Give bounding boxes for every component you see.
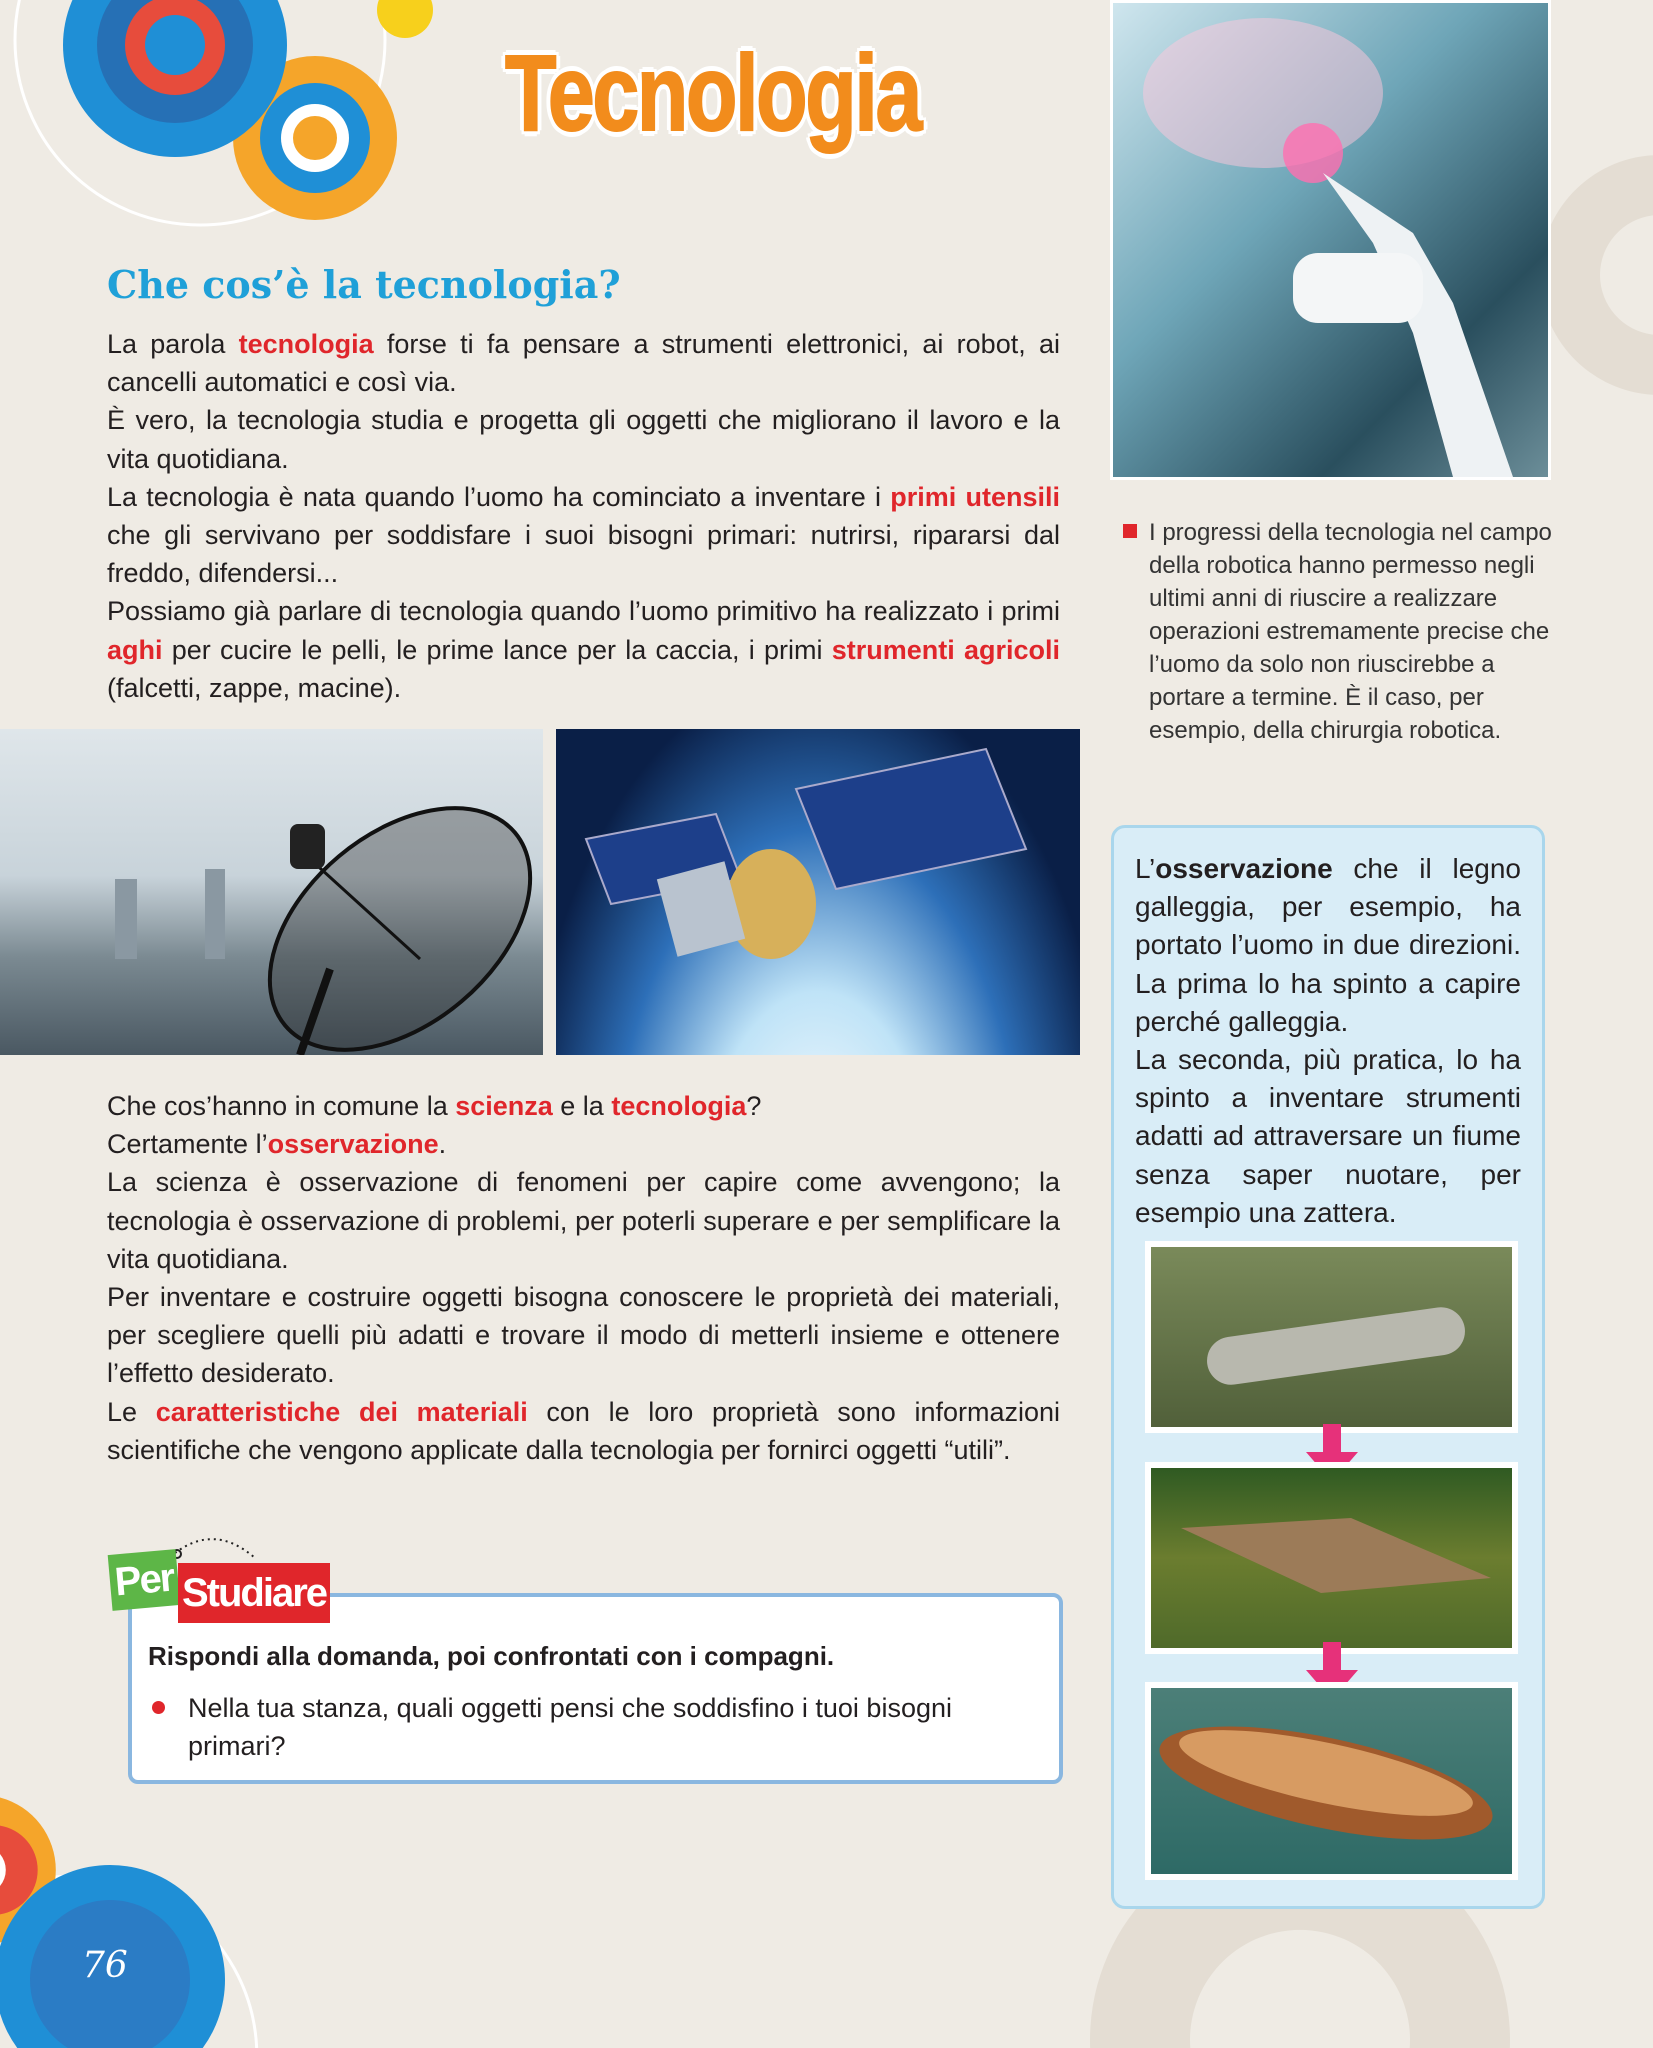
- dotted-arrow-icon: [170, 1528, 270, 1568]
- highlighted-term: strumenti agricoli: [831, 634, 1061, 665]
- study-instruction: Rispondi alla domanda, poi confrontati con i compagni.: [148, 1641, 835, 1671]
- robot-hand-photo: [1110, 0, 1551, 480]
- observation-text: [1135, 850, 1521, 1232]
- text-segment: Certamente l’: [107, 1129, 268, 1160]
- text-segment: La scienza è osservazione di fenomeni per capire come avvengono; la tecnologia è osservazione di problemi, per poterli superare e per semplificare la vita quotidiana.: [107, 1167, 1060, 1274]
- text-segment: Le: [107, 1396, 156, 1427]
- bullet-icon: [152, 1701, 165, 1714]
- gears-decoration-icon: [0, 0, 440, 230]
- highlighted-term: aghi: [107, 634, 163, 665]
- paragraph: [1135, 1041, 1521, 1232]
- highlighted-term: tecnologia: [611, 1091, 747, 1121]
- highlighted-term: scienza: [455, 1091, 553, 1121]
- highlighted-term: primi utensili: [890, 481, 1061, 512]
- photo-caption: [1123, 516, 1563, 747]
- paragraph: [107, 1278, 1060, 1393]
- text-segment: (falcetti, zappe, macine).: [107, 672, 402, 703]
- highlighted-term: caratteristiche dei materiali: [155, 1396, 528, 1427]
- raft-photo: [1145, 1462, 1518, 1654]
- text-segment: La tecnologia è nata quando l’uomo ha cominciato a inventare i: [107, 481, 891, 512]
- text-segment: per cucire le pelli, le prime lance per la caccia, i primi: [162, 634, 832, 665]
- paragraph: [107, 401, 1060, 477]
- intro-text: [107, 325, 1060, 707]
- study-question[interactable]: [152, 1689, 1032, 1765]
- badge-per: Per: [108, 1549, 181, 1611]
- text-segment: che gli servivano per soddisfare i suoi bisogni primari: nutrirsi, ripararsi dal freddo, difendersi...: [107, 520, 1060, 589]
- text-segment: Che cos’hanno in comune la: [107, 1091, 456, 1121]
- text-segment: ?: [746, 1091, 762, 1121]
- satellite-photo: [556, 729, 1080, 1055]
- study-question-text: Nella tua stanza, quali oggetti pensi che soddisfino i tuoi bisogni primari?: [188, 1693, 952, 1761]
- text-segment: osservazione: [1155, 853, 1333, 884]
- text-segment: e la: [552, 1091, 612, 1121]
- paragraph: [107, 478, 1060, 593]
- rowboat-photo: [1145, 1682, 1518, 1880]
- text-segment: che il legno galleggia, per esempio, ha portato l’uomo in due direzioni. La prima lo ha spinto a capire perché galleggia.: [1135, 853, 1521, 1037]
- text-segment: La parola: [107, 329, 239, 359]
- page-title: Tecnologia: [505, 32, 920, 153]
- paragraph: [107, 1087, 1060, 1125]
- paragraph: [107, 1125, 1060, 1163]
- highlighted-term: osservazione: [267, 1129, 439, 1160]
- gears-decoration-icon: [0, 1790, 280, 2048]
- satellite-dish-photo: [0, 729, 543, 1055]
- science-technology-text: [107, 1087, 1060, 1469]
- text-segment: L’: [1135, 853, 1156, 884]
- paragraph: [1135, 850, 1521, 1041]
- text-segment: Possiamo già parlare di tecnologia quando l’uomo primitivo ha realizzato i primi: [107, 596, 1060, 627]
- text-segment: .: [438, 1129, 447, 1160]
- highlighted-term: tecnologia: [238, 329, 374, 359]
- page-number: 76: [82, 1945, 128, 1986]
- section-heading: Che cos’è la tecnologia?: [107, 262, 621, 307]
- text-segment: con le loro proprietà sono informazioni scientifiche che vengono applicate dalla tecnologia per fornirci oggetti “utili”.: [107, 1396, 1061, 1465]
- text-segment: La seconda, più pratica, lo ha spinto a inventare strumenti adatti ad attraversare un fiume senza saper nuotare, per esempio una zattera.: [1135, 1044, 1521, 1228]
- paragraph: [107, 592, 1060, 707]
- caption-bullet-icon: [1123, 524, 1137, 538]
- paragraph: [107, 1393, 1060, 1469]
- floating-log-photo: [1145, 1241, 1518, 1433]
- text-segment: È vero, la tecnologia studia e progetta gli oggetti che migliorano il lavoro e la vita quotidiana.: [107, 405, 1060, 474]
- paragraph: [107, 1163, 1060, 1278]
- paragraph: [107, 325, 1060, 401]
- caption-text: I progressi della tecnologia nel campo della robotica hanno permesso negli ultimi anni di riuscire a realizzare operazioni estremamente precise che l’uomo da solo non riuscirebbe a portare a termine. È il caso, per esempio, della chirurgia robotica.: [1149, 519, 1552, 744]
- badge-studiare: Studiare: [178, 1563, 330, 1623]
- text-segment: forse ti fa pensare a strumenti elettronici, ai robot, ai cancelli automatici e così via.: [107, 329, 1060, 398]
- text-segment: Per inventare e costruire oggetti bisogna conoscere le proprietà dei materiali, per scegliere quelli più adatti e trovare il modo di metterli insieme e ottenere l’effetto desiderato.: [107, 1282, 1060, 1389]
